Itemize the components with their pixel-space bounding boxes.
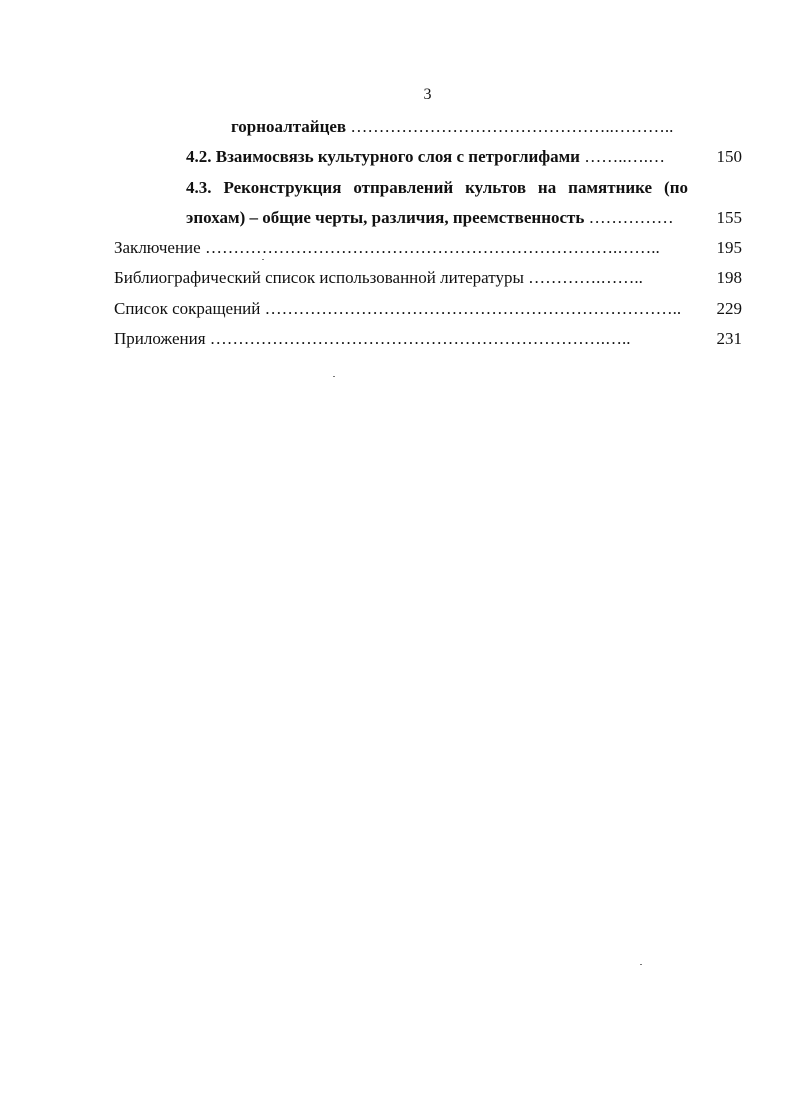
toc-entry-page: 198 [716,268,742,287]
toc-entry [231,115,686,139]
scan-speck [262,259,264,260]
toc-entry-title: Заключение [114,238,201,257]
toc-entry [186,206,686,230]
toc-entry [186,145,686,169]
toc-entry [114,327,686,351]
toc-entry-page: 231 [716,329,742,348]
toc-entry-leader: ………….…….. [528,268,643,287]
toc-entry-title: Приложения [114,329,206,348]
toc-entry-title: 4.2. Взаимосвязь культурного слоя с петроглифами [186,147,580,166]
toc-entry-page: 229 [716,299,742,318]
toc-entry [114,297,686,321]
toc-entry-leader: …………………………………………………………….….. [209,329,631,348]
toc-entry-leader: …………… [588,208,674,227]
toc-entry-title: эпохам) – общие черты, различия, преемственность [186,208,585,227]
scan-speck [640,964,642,965]
scan-speck [333,376,335,377]
toc-entry-title: 4.3. Реконструкция отправлений культов на памятнике (по [186,178,688,197]
toc-entry-title: горноалтайцев [231,117,347,136]
toc-entry [114,266,686,290]
toc-entry-leader: ………………………………………..……….. [350,117,674,136]
toc-entry-leader: ……………………………………………………………….…….. [204,238,660,257]
toc-entry [114,236,686,260]
toc-entry-page: 195 [716,238,742,257]
toc-entry-title: Библиографический список использованной литературы [114,268,524,287]
toc-entry-page: 155 [716,208,742,227]
toc-entry-title: Список сокращений [114,299,261,318]
toc-entry-page: 150 [716,147,742,166]
toc-entry-leader: ……..….… [584,147,665,166]
toc-entry-leader: ……………………………………………………………….. [264,299,682,318]
page-number: 3 [423,86,432,103]
